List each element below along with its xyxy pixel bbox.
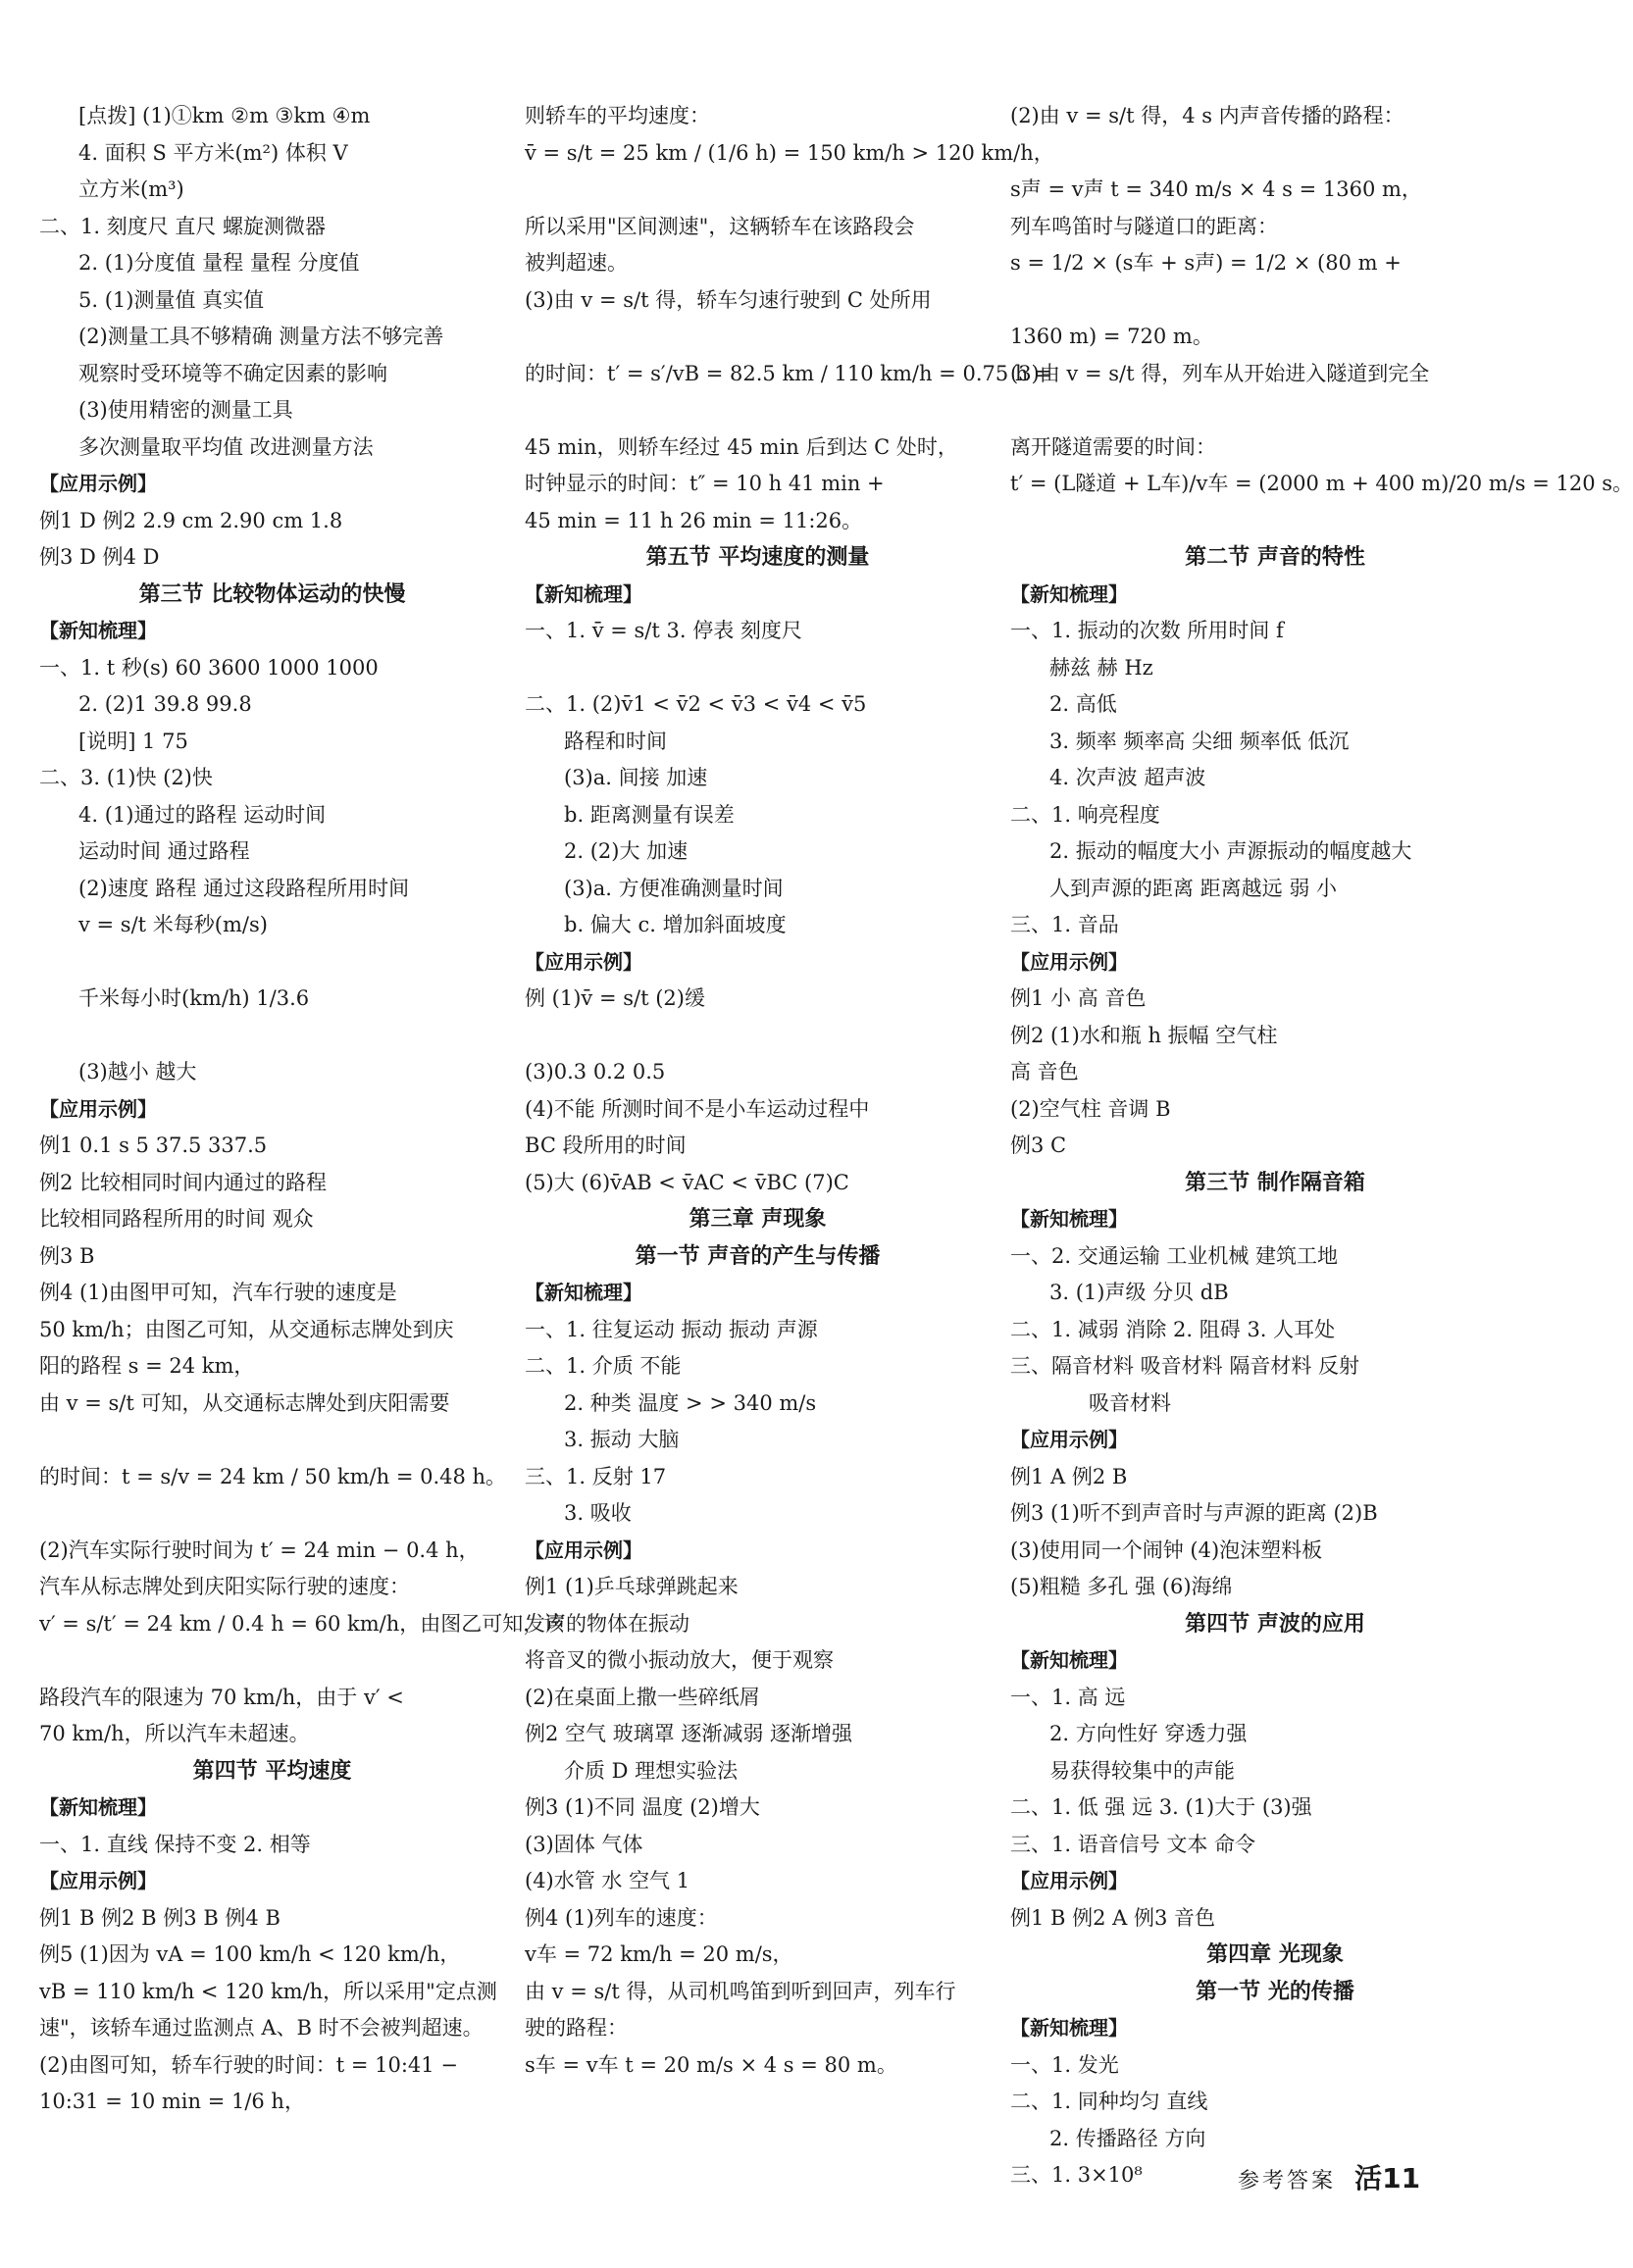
answer-line: [点拨] (1)①km ②m ③km ④m bbox=[78, 104, 371, 127]
section-tag: 【应用示例】 bbox=[525, 1537, 642, 1562]
section-heading: 第四节 声波的应用 bbox=[1185, 1611, 1365, 1637]
answer-line: 路段汽车的限速为 70 km/h，由于 v′ < bbox=[39, 1685, 404, 1709]
answer-line bbox=[525, 650, 991, 687]
answer-line: v̄ = s/t = 25 km / (1/6 h) = 150 km/h > 120 km/h， bbox=[525, 140, 1054, 165]
section-heading: 第四节 平均速度 bbox=[192, 1758, 352, 1784]
answer-line bbox=[525, 1018, 991, 1055]
answer-line bbox=[1010, 503, 1540, 540]
answer-line bbox=[39, 1495, 505, 1533]
section-heading: 第一节 光的传播 bbox=[1196, 1979, 1354, 2004]
answer-line: s车 = v车 t = 20 m/s × 4 s = 80 m。 bbox=[525, 2052, 897, 2077]
answer-line: 阳的路程 s = 24 km， bbox=[39, 1354, 255, 1378]
answer-line bbox=[525, 172, 991, 209]
answer-line: 例4 (1)由图甲可知，汽车行驶的速度是 bbox=[39, 1281, 397, 1304]
answer-line: 高 音色 bbox=[1010, 1060, 1079, 1084]
answer-line: 驶的路程： bbox=[525, 2016, 628, 2040]
answer-line: 二、3. (1)快 (2)快 bbox=[39, 766, 213, 789]
page-footer bbox=[1238, 2157, 1420, 2196]
answer-line: 2. (2)大 加速 bbox=[564, 839, 689, 863]
answer-line: 70 km/h，所以汽车未超速。 bbox=[39, 1722, 310, 1745]
answer-line: 4. 面积 S 平方米(m²) 体积 V bbox=[78, 140, 348, 165]
answer-line: 例1 A 例2 B bbox=[1010, 1464, 1128, 1488]
answer-line: (2)速度 路程 通过这段路程所用时间 bbox=[78, 876, 410, 900]
answer-line: 三、1. 音品 bbox=[1010, 913, 1119, 936]
answer-line: 例2 (1)水和瓶 h 振幅 空气柱 bbox=[1010, 1023, 1278, 1047]
page-number: 活11 bbox=[1354, 2162, 1421, 2194]
answer-line: 5. (1)测量值 真实值 bbox=[78, 287, 265, 312]
answer-line: 4. (1)通过的路程 运动时间 bbox=[78, 802, 327, 827]
section-tag: 【应用示例】 bbox=[525, 949, 642, 974]
answer-line: 一、1. 高 远 bbox=[1010, 1685, 1126, 1709]
section-tag: 【新知梳理】 bbox=[1010, 1648, 1128, 1672]
answer-line: s = 1/2 × (s车 + s声) = 1/2 × (80 m + bbox=[1010, 251, 1402, 275]
section-heading: 第二节 声音的特性 bbox=[1185, 545, 1365, 570]
answer-line: 例1 (1)乒乓球弹跳起来 bbox=[525, 1575, 739, 1598]
answer-line: 45 min = 11 h 26 min = 11:26。 bbox=[525, 508, 863, 532]
answer-line: 例1 B 例2 A 例3 音色 bbox=[1010, 1905, 1216, 1930]
answer-line: 2. (1)分度值 量程 量程 分度值 bbox=[78, 251, 360, 275]
answer-line: 二、1. 响亮程度 bbox=[1010, 802, 1160, 827]
answer-line: 45 min，则轿车经过 45 min 后到达 C 处时， bbox=[525, 434, 958, 459]
answer-line: 的时间：t = s/v = 24 km / 50 km/h = 0.48 h。 bbox=[39, 1464, 507, 1488]
answer-line: 一、1. 往复运动 振动 振动 声源 bbox=[525, 1317, 818, 1341]
answer-line bbox=[39, 1422, 505, 1459]
answer-line: 例2 比较相同时间内通过的路程 bbox=[39, 1170, 328, 1194]
answer-line: 一、1. 直线 保持不变 2. 相等 bbox=[39, 1832, 311, 1856]
answer-line: 三、1. 语音信号 文本 命令 bbox=[1010, 1832, 1256, 1856]
answer-line: 的时间：t′ = s′/vB = 82.5 km / 110 km/h = 0.75 h = bbox=[525, 361, 1052, 385]
answer-line: 立方米(m³) bbox=[78, 177, 184, 201]
section-heading: 第三节 制作隔音箱 bbox=[1185, 1170, 1365, 1195]
answer-line: 2. 种类 温度 > > 340 m/s bbox=[564, 1390, 817, 1415]
answer-column-right bbox=[1010, 98, 1633, 2194]
answer-line bbox=[1010, 282, 1540, 320]
section-tag: 【新知梳理】 bbox=[1010, 2016, 1128, 2040]
answer-line: (3)使用精密的测量工具 bbox=[78, 398, 293, 422]
answer-line: 由 v = s/t 得，从司机鸣笛到听到回声，列车行 bbox=[525, 1979, 956, 2003]
section-heading: 第三章 声现象 bbox=[689, 1207, 827, 1232]
answer-line: 由 v = s/t 可知，从交通标志牌处到庆阳需要 bbox=[39, 1390, 450, 1415]
answer-line: 千米每小时(km/h) 1/3.6 bbox=[78, 986, 310, 1010]
answer-line: 3. 吸收 bbox=[564, 1501, 632, 1525]
answer-line: 50 km/h；由图乙可知，从交通标志牌处到庆 bbox=[39, 1317, 454, 1341]
answer-line: b. 距离测量有误差 bbox=[564, 802, 735, 827]
answer-line: 速"，该轿车通过监测点 A、B 时不会被判超速。 bbox=[39, 2016, 484, 2040]
section-tag: 【应用示例】 bbox=[1010, 949, 1128, 974]
answer-line: 例 (1)v̄ = s/t (2)缓 bbox=[525, 986, 705, 1010]
answer-line: 10:31 = 10 min = 1/6 h， bbox=[39, 2090, 305, 2113]
answer-line: 路程和时间 bbox=[564, 729, 667, 753]
answer-column-left bbox=[39, 98, 565, 2121]
answer-line: (3)由 v = s/t 得，轿车匀速行驶到 C 处所用 bbox=[525, 287, 932, 312]
answer-line: 例4 (1)列车的速度： bbox=[525, 1905, 718, 1930]
answer-line: 人到声源的距离 距离越远 弱 小 bbox=[1049, 876, 1338, 900]
answer-line: v = s/t 米每秒(m/s) bbox=[78, 913, 268, 936]
answer-line: 4. 次声波 超声波 bbox=[1049, 766, 1206, 789]
answer-line: v车 = 72 km/h = 20 m/s， bbox=[525, 1942, 793, 1966]
answer-line: 一、1. v̄ = s/t 3. 停表 刻度尺 bbox=[525, 619, 802, 642]
answer-line: 赫兹 赫 Hz bbox=[1049, 655, 1153, 680]
section-tag: 【新知梳理】 bbox=[1010, 1207, 1128, 1231]
answer-line: 三、1. 反射 17 bbox=[525, 1464, 667, 1488]
answer-line: 2. 方向性好 穿透力强 bbox=[1049, 1722, 1248, 1745]
answer-line: 3. (1)声级 分贝 dB bbox=[1049, 1281, 1229, 1304]
answer-line: vB = 110 km/h < 120 km/h，所以采用"定点测 bbox=[39, 1979, 497, 2003]
answer-line: 二、1. 减弱 消除 2. 阻碍 3. 人耳处 bbox=[1010, 1317, 1336, 1341]
answer-line: 离开隧道需要的时间： bbox=[1010, 434, 1216, 459]
answer-line: 例1 小 高 音色 bbox=[1010, 986, 1147, 1010]
answer-line: (3)由 v = s/t 得，列车从开始进入隧道到完全 bbox=[1010, 361, 1430, 385]
answer-line: 将音叉的微小振动放大，便于观察 bbox=[525, 1648, 834, 1672]
answer-line: 例3 D 例4 D bbox=[39, 545, 160, 569]
answer-line: 观察时受环境等不确定因素的影响 bbox=[78, 361, 387, 385]
answer-line: 一、1. 发光 bbox=[1010, 2052, 1119, 2077]
answer-line: 一、2. 交通运输 工业机械 建筑工地 bbox=[1010, 1243, 1339, 1268]
section-tag: 【新知梳理】 bbox=[1010, 581, 1128, 606]
answer-line bbox=[1010, 135, 1540, 173]
answer-line: (2)在桌面上撒一些碎纸屑 bbox=[525, 1685, 760, 1709]
answer-line: 时钟显示的时间：t″ = 10 h 41 min + bbox=[525, 472, 885, 495]
answer-line: s声 = v声 t = 340 m/s × 4 s = 1360 m， bbox=[1010, 177, 1422, 201]
answer-line: 一、1. t 秒(s) 60 3600 1000 1000 bbox=[39, 655, 379, 680]
answer-line: 二、1. 同种均匀 直线 bbox=[1010, 2090, 1208, 2113]
answer-line: t′ = (L隧道 + L车)/v车 = (2000 m + 400 m)/20 m/s = 120 s。 bbox=[1010, 472, 1633, 495]
answer-line: 3. 频率 频率高 尖细 频率低 低沉 bbox=[1049, 729, 1350, 753]
section-heading: 第一节 声音的产生与传播 bbox=[635, 1243, 881, 1269]
answer-line: 则轿车的平均速度： bbox=[525, 104, 710, 127]
answer-line: 例1 0.1 s 5 37.5 337.5 bbox=[39, 1134, 268, 1157]
answer-line: 例3 B bbox=[39, 1243, 95, 1268]
answer-line: [说明] 1 75 bbox=[78, 729, 188, 753]
answer-line: 多次测量取平均值 改进测量方法 bbox=[78, 434, 374, 459]
section-heading: 第三节 比较物体运动的快慢 bbox=[138, 581, 406, 607]
answer-line: 列车鸣笛时与隧道口的距离： bbox=[1010, 214, 1278, 238]
answer-line: (3)越小 越大 bbox=[78, 1060, 197, 1084]
answer-line: 2. (2)1 39.8 99.8 bbox=[78, 692, 252, 716]
answer-line bbox=[39, 1018, 505, 1055]
answer-line bbox=[525, 392, 991, 429]
answer-line: 汽车从标志牌处到庆阳实际行驶的速度： bbox=[39, 1575, 410, 1598]
answer-line: 发声的物体在振动 bbox=[525, 1611, 689, 1636]
answer-line: (3)a. 方便准确测量时间 bbox=[564, 876, 784, 900]
answer-line: 例5 (1)因为 vA = 100 km/h < 120 km/h， bbox=[39, 1942, 461, 1966]
answer-line: 运动时间 通过路程 bbox=[78, 839, 250, 863]
answer-line: 吸音材料 bbox=[1089, 1390, 1171, 1415]
answer-line: 介质 D 理想实验法 bbox=[564, 1758, 739, 1783]
answer-line: 2. 振动的幅度大小 声源振动的幅度越大 bbox=[1049, 839, 1412, 863]
answer-line bbox=[39, 944, 505, 982]
answer-line: (5)大 (6)v̄AB < v̄AC < v̄BC (7)C bbox=[525, 1170, 849, 1194]
answer-line: 易获得较集中的声能 bbox=[1049, 1758, 1235, 1783]
section-tag: 【应用示例】 bbox=[39, 1096, 157, 1121]
answer-line: (5)粗糙 多孔 强 (6)海绵 bbox=[1010, 1575, 1233, 1598]
section-tag: 【应用示例】 bbox=[39, 472, 157, 495]
section-tag: 【应用示例】 bbox=[1010, 1869, 1128, 1892]
answer-line: 所以采用"区间测速"，这辆轿车在该路段会 bbox=[525, 214, 915, 238]
answer-line: (4)不能 所测时间不是小车运动过程中 bbox=[525, 1096, 870, 1121]
section-tag: 【新知梳理】 bbox=[525, 1281, 642, 1304]
answer-line: (3)使用同一个闹钟 (4)泡沫塑料板 bbox=[1010, 1537, 1323, 1562]
answer-line: (4)水管 水 空气 1 bbox=[525, 1869, 690, 1892]
answer-line: (3)固体 气体 bbox=[525, 1832, 643, 1856]
answer-line: 二、1. 刻度尺 直尺 螺旋测微器 bbox=[39, 214, 327, 238]
answer-line: (2)由图可知，轿车行驶的时间：t = 10:41 − bbox=[39, 2052, 458, 2077]
answer-line: BC 段所用的时间 bbox=[525, 1134, 687, 1157]
answer-line: 二、1. (2)v̄1 < v̄2 < v̄3 < v̄4 < v̄5 bbox=[525, 692, 867, 716]
answer-line: 例3 (1)听不到声音时与声源的距离 (2)B bbox=[1010, 1501, 1378, 1525]
footer-label: 参考答案 bbox=[1238, 2169, 1337, 2193]
section-tag: 【应用示例】 bbox=[39, 1869, 157, 1892]
answer-line: (2)测量工具不够精确 测量方法不够完善 bbox=[78, 325, 444, 348]
answer-line: v′ = s/t′ = 24 km / 0.4 h = 60 km/h，由图乙可知，该 bbox=[39, 1611, 565, 1636]
section-tag: 【应用示例】 bbox=[1010, 1428, 1128, 1451]
answer-line: 二、1. 介质 不能 bbox=[525, 1354, 682, 1378]
answer-line: 三、隔音材料 吸音材料 隔音材料 反射 bbox=[1010, 1354, 1360, 1378]
answer-line: 2. 高低 bbox=[1049, 692, 1117, 716]
answer-line: 1360 m) = 720 m。 bbox=[1010, 325, 1213, 348]
answer-line: 一、1. 振动的次数 所用时间 f bbox=[1010, 619, 1284, 642]
answer-line: 2. 传播路径 方向 bbox=[1049, 2126, 1206, 2150]
answer-line: (3)0.3 0.2 0.5 bbox=[525, 1060, 666, 1084]
answer-line: b. 偏大 c. 增加斜面坡度 bbox=[564, 913, 787, 936]
answer-line: (3)a. 间接 加速 bbox=[564, 766, 708, 789]
answer-line bbox=[1010, 392, 1540, 429]
section-tag: 【新知梳理】 bbox=[39, 1795, 157, 1819]
answer-line: 三、1. 3×10⁸ bbox=[1010, 2163, 1143, 2187]
answer-line: (2)由 v = s/t 得，4 s 内声音传播的路程： bbox=[1010, 104, 1404, 127]
answer-line: 比较相同路程所用的时间 观众 bbox=[39, 1207, 314, 1231]
answer-line: 被判超速。 bbox=[525, 251, 628, 275]
answer-line: 例3 C bbox=[1010, 1134, 1067, 1157]
section-tag: 【新知梳理】 bbox=[39, 619, 157, 642]
answer-line: 例1 B 例2 B 例3 B 例4 B bbox=[39, 1905, 281, 1930]
answer-line: 例2 空气 玻璃罩 逐渐减弱 逐渐增强 bbox=[525, 1722, 853, 1745]
answer-line: 例1 D 例2 2.9 cm 2.90 cm 1.8 bbox=[39, 508, 343, 532]
answer-line: 二、1. 低 强 远 3. (1)大于 (3)强 bbox=[1010, 1795, 1312, 1819]
answer-line: (2)汽车实际行驶时间为 t′ = 24 min − 0.4 h， bbox=[39, 1537, 480, 1562]
answer-line bbox=[39, 1642, 505, 1680]
answer-line: (2)空气柱 音调 B bbox=[1010, 1096, 1171, 1121]
section-heading: 第五节 平均速度的测量 bbox=[645, 545, 870, 570]
answer-line bbox=[525, 319, 991, 356]
section-heading: 第四章 光现象 bbox=[1206, 1942, 1344, 1967]
answer-line: 3. 振动 大脑 bbox=[564, 1428, 680, 1451]
answer-line: 例3 (1)不同 温度 (2)增大 bbox=[525, 1795, 760, 1819]
section-tag: 【新知梳理】 bbox=[525, 581, 642, 606]
